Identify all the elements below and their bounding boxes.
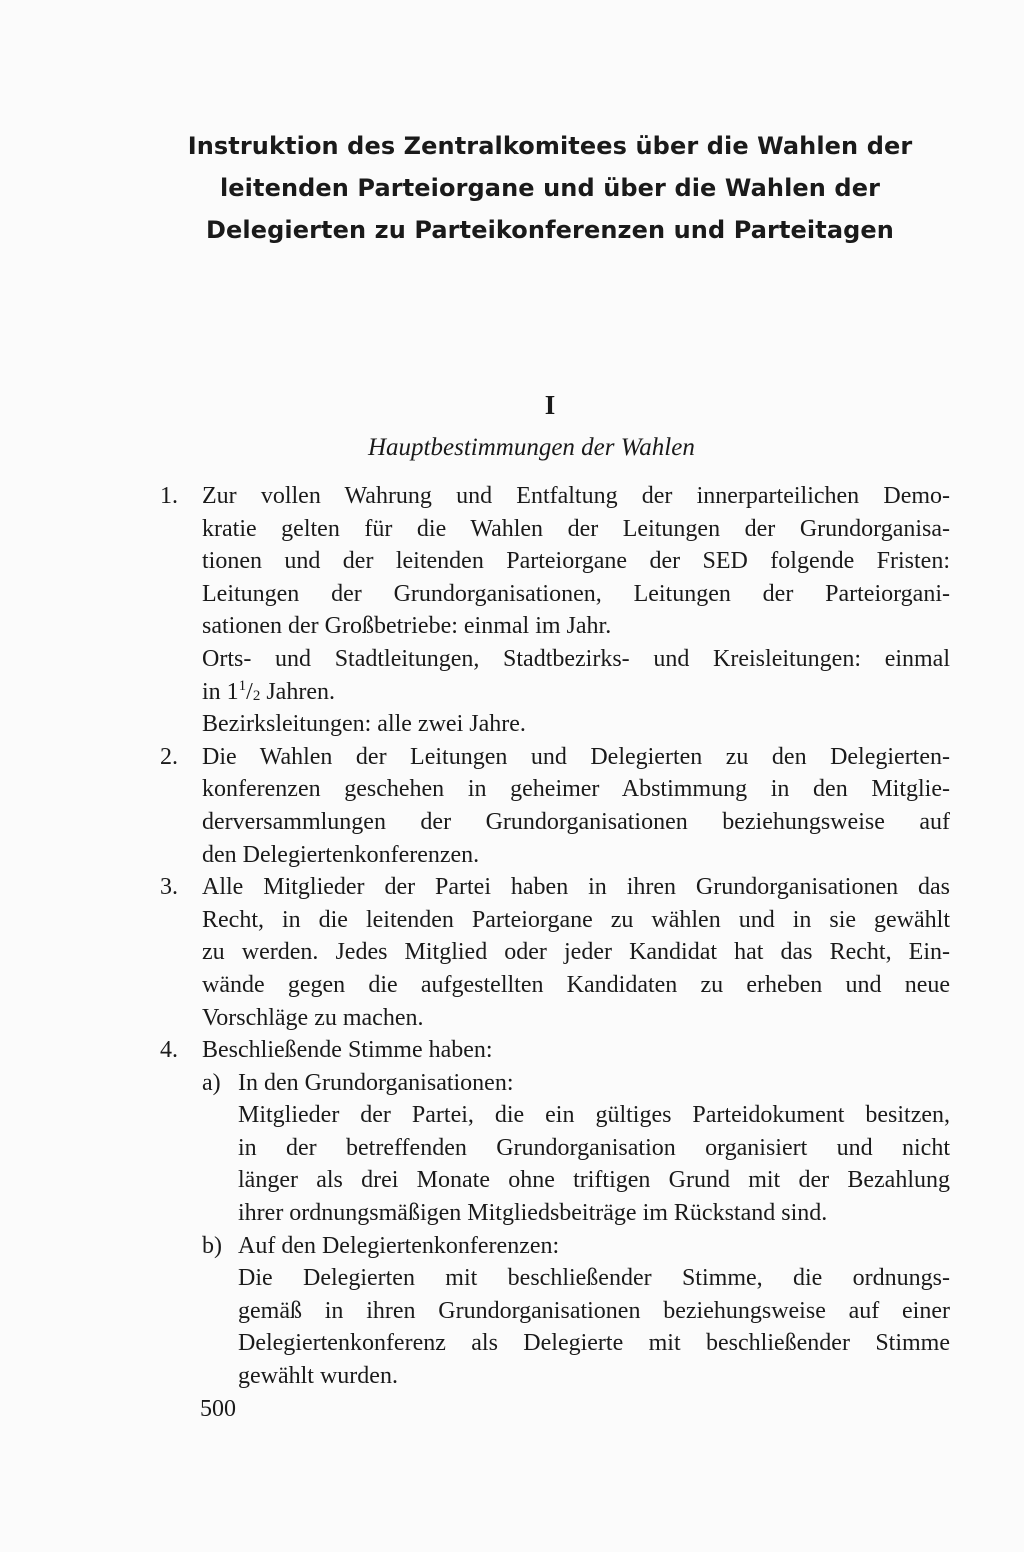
text-line: den Delegiertenkonferenzen. <box>202 841 480 868</box>
text-line: Alle Mitglieder der Partei haben in ihren Grundorganisationen das <box>202 874 950 901</box>
text-fragment: in 1 <box>202 678 239 705</box>
text-line: Leitungen der Grundorganisationen, Leitungen der Parteiorgani- <box>202 580 950 607</box>
text-line: gemäß in ihren Grundorganisationen beziehungsweise auf einer <box>238 1297 950 1324</box>
text-line: zu werden. Jedes Mitglied oder jeder Kandidat hat das Recht, Ein- <box>202 939 950 966</box>
text-line: Die Wahlen der Leitungen und Delegierten zu den Delegierten- <box>202 743 950 770</box>
section-title: Hauptbestimmungen der Wahlen <box>368 434 695 461</box>
title-line: Instruktion des Zentralkomitees über die Wahlen der <box>187 132 913 160</box>
list-item <box>160 871 950 1034</box>
document-title <box>130 125 970 251</box>
text-line: tionen und der leitenden Parteiorgane der SED folgende Fristen: <box>202 548 950 575</box>
sub-item-letter: b) <box>202 1232 222 1259</box>
text-line: ihrer ordnungsmäßigen Mitgliedsbeiträge im Rückstand sind. <box>238 1200 828 1227</box>
item-number: 1. <box>160 483 178 509</box>
item-number: 4. <box>160 1037 178 1064</box>
sub-item-heading: In den Grundorganisationen: <box>238 1069 514 1096</box>
text-line: sationen der Großbetriebe: einmal im Jahr. <box>202 613 612 640</box>
text-line: Vorschläge zu machen. <box>202 1004 424 1031</box>
sub-item-letter: a) <box>202 1069 221 1096</box>
text-line: derversammlungen der Grundorganisationen beziehungsweise auf <box>202 808 950 835</box>
fraction-numerator: 1 <box>238 677 247 694</box>
title-line: Delegierten zu Parteikonferenzen und Parteitagen <box>206 216 894 244</box>
text-line: Mitglieder der Partei, die ein gültiges Parteidokument besitzen, <box>238 1102 950 1129</box>
text-line: wände gegen die aufgestellten Kandidaten zu erheben und neue <box>202 971 950 998</box>
list-item <box>160 741 950 871</box>
sub-item <box>202 1230 950 1393</box>
list-item <box>160 1034 950 1393</box>
text-line: konferenzen geschehen in geheimer Abstimmung in den Mitglie- <box>202 776 950 803</box>
sub-item <box>202 1067 950 1230</box>
text-line: Recht, in die leitenden Parteiorgane zu wählen und in sie gewählt <box>202 906 950 933</box>
section-number: I <box>544 390 556 420</box>
fraction-denominator: 2 <box>252 687 261 704</box>
text-line: länger als drei Monate ohne triftigen Grund mit der Bezahlung <box>238 1167 950 1194</box>
text-line: Zur vollen Wahrung und Entfaltung der innerparteilichen Demo- <box>202 483 950 509</box>
item-number: 3. <box>160 874 178 901</box>
text-line: gewählt wurden. <box>238 1363 398 1390</box>
text-line <box>202 676 950 709</box>
page-number: 500 <box>200 1396 236 1422</box>
text-line: in der betreffenden Grundorganisation organisiert und nicht <box>238 1134 950 1161</box>
text-fragment: Jahren. <box>260 678 335 705</box>
document-body <box>160 480 950 1393</box>
text-line: Orts- und Stadtleitungen, Stadtbezirks- und Kreisleitungen: einmal <box>202 645 950 672</box>
item-number: 2. <box>160 743 178 770</box>
text-line: Die Delegierten mit beschließender Stimme, die ordnungs- <box>238 1265 950 1292</box>
title-line: leitenden Parteiorgane und über die Wahlen der <box>219 174 881 202</box>
sub-item-heading: Auf den Delegiertenkonferenzen: <box>238 1232 560 1259</box>
text-line: Beschließende Stimme haben: <box>202 1037 493 1064</box>
list-item <box>160 480 950 741</box>
text-line: Bezirksleitungen: alle zwei Jahre. <box>202 711 526 738</box>
text-line: Delegiertenkonferenz als Delegierte mit beschließender Stimme <box>238 1330 950 1357</box>
text-line: kratie gelten für die Wahlen der Leitungen der Grundorganisa- <box>202 515 950 542</box>
fraction-slash: / <box>246 678 253 705</box>
